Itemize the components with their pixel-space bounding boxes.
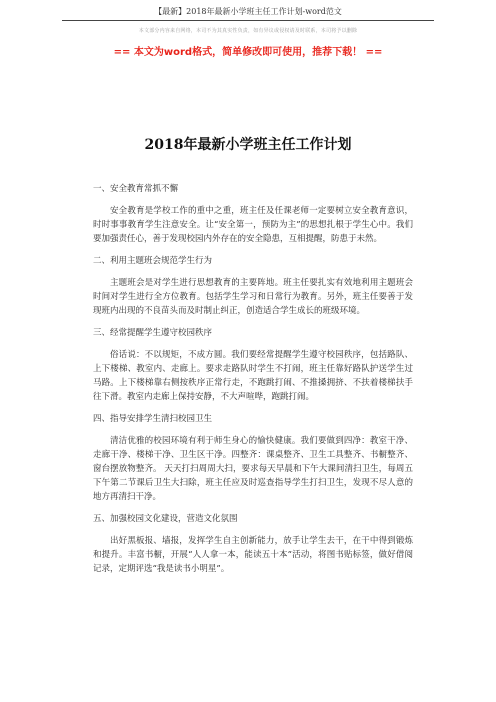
section-heading: 四、指导安排学生清扫校园卫生 — [93, 414, 213, 424]
section-heading: 三、经常提醒学生遵守校园秩序 — [93, 328, 213, 338]
document-body — [93, 182, 413, 584]
section-class-meeting — [93, 254, 413, 318]
section-campus-order — [93, 326, 413, 404]
header-divider — [62, 20, 434, 21]
document-title: 2018年最新小学班主任工作计划 — [144, 137, 352, 153]
section-heading: 一、安全教育常抓不懈 — [93, 184, 179, 194]
disclaimer-text: 本文部分内容来自网络，本司不为其真实性负责，如有异议或侵权请及时联系，本司将予以删除 — [138, 28, 358, 34]
section-paragraph: 主题班会是对学生进行思想教育的主要阵地。班主任要扎实有效地利用主题班会时间对学生进行全方位教育。包括学生学习和日常行为教育。另外，班主任要善于发现班内出现的不良苗头而及时制止纠正，创造适合学生成长的班级环境。 — [93, 278, 413, 316]
section-paragraph: 清洁优雅的校园环境有利于师生身心的愉快健康。我们要做到四净：教室干净、走廊干净、楼梯干净、卫生区干净。四整齐：课桌整齐、卫生工具整齐、书橱整齐、窗台摆放物整齐。 天天打扫周周大扫，要求每天早晨和下午大课间清扫卫生，每周五下午第二节课后卫生大扫除，班主任应及时巡查指导学生打扫卫生，发现不尽人意的地方再清扫干净。 — [93, 436, 413, 502]
section-paragraph: 安全教育是学校工作的重中之重，班主任及任课老师一定要树立安全教育意识，时时事事教育学生注意安全。让“安全第一，预防为主”的思想扎根于学生心中。我们要加强责任心，善于发现校园内外存在的安全隐患，互相提醒，防患于未然。 — [93, 206, 413, 244]
section-heading: 二、利用主题班会规范学生行为 — [93, 256, 213, 266]
promo-banner: == 本文为word格式，简单修改即可使用，推荐下载！ == — [113, 47, 383, 58]
section-heading: 五、加强校园文化建设，营造文化氛围 — [93, 514, 238, 524]
section-cleaning — [93, 412, 413, 504]
section-safety — [93, 182, 413, 246]
section-paragraph: 俗话说：不以规矩，不成方圆。我们要经常提醒学生遵守校园秩序，包括路队、上下楼梯、教室内、走廊上。要求走路队时学生不打闹，班主任靠好路队护送学生过马路。上下楼梯靠右侧按秩序正常行走，不跑跳打闹、不推搡拥挤、不扶着楼梯扶手往下滑。教室内走廊上保持安静，不大声喧哗，跑跳打闹。 — [93, 350, 413, 402]
running-header: 【最新】2018年最新小学班主任工作计划-word范文 — [154, 7, 342, 16]
section-culture — [93, 512, 413, 576]
section-paragraph: 出好黑板报、墙报，发挥学生自主创新能力，放手让学生去干，在干中得到锻炼和提升。丰富书橱，开展“人人拿一本，能读五十本”活动，将图书贴标签，做好借阅记录，定期评选“我是读书小明星”。 — [93, 536, 413, 574]
